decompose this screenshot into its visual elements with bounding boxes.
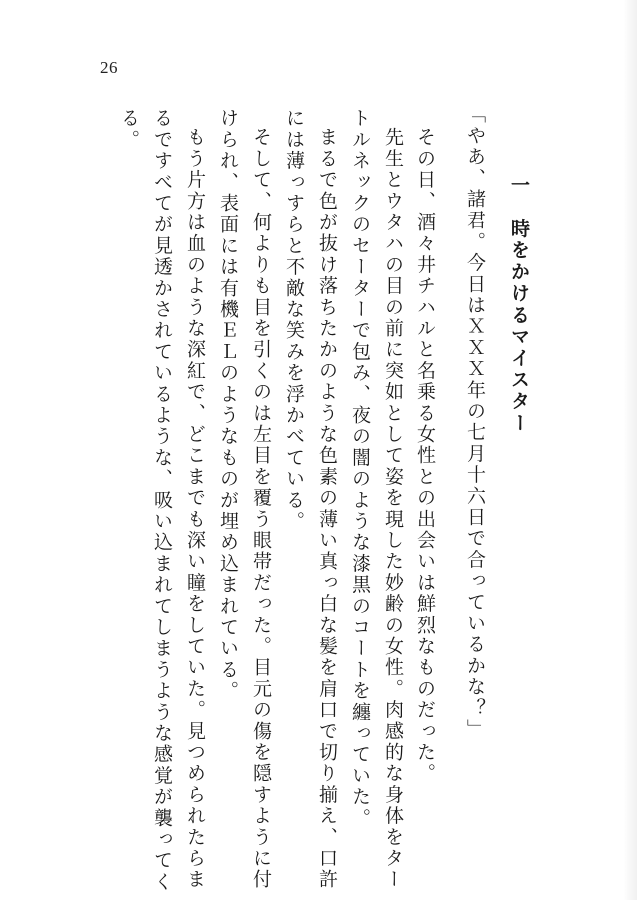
page-edge-shadow: [623, 0, 637, 900]
text-column-6: には薄っすらと不敵な笑みを浮かべている。: [283, 108, 305, 532]
page-number: 26: [100, 58, 118, 77]
text-column-11: る。: [118, 108, 140, 151]
text-column-8: けられ、表面には有機ＥＬのようなものが埋め込まれている。: [217, 108, 239, 702]
text-column-7: そして、何よりも目を引くのは左目を覆う眼帯だった。目元の傷を隠すように付: [250, 127, 272, 891]
text-column-9: もう片方は血のような深紅で、どこまでも深い瞳をしていた。見つめられたらま: [184, 127, 206, 891]
text-column-4: トルネックのセーターで包み、夜の闇のような漆黒のコートを纏っていた。: [349, 108, 371, 829]
text-column-10: るですべてが見透かされているような、吸い込まれてしまうような感覚が襲ってく: [151, 108, 173, 893]
chapter-title: 一 時をかけるマイスター: [508, 175, 530, 435]
text-column-2: その日、酒々井チハルと名乗る女性との出会いは鮮烈なものだった。: [414, 127, 436, 785]
text-column-5: まるで色が抜け落ちたかのような色素の薄い真っ白な髪を肩口で切り揃え、口許: [316, 127, 338, 891]
text-column-3: 先生とウタハの目の前に突如として姿を現した妙齢の女性。肉感的な身体をター: [382, 127, 404, 891]
text-column-1: 「やあ、諸君。今日はＸＸＸ年の七月十六日で合っているかな？」: [464, 104, 486, 740]
